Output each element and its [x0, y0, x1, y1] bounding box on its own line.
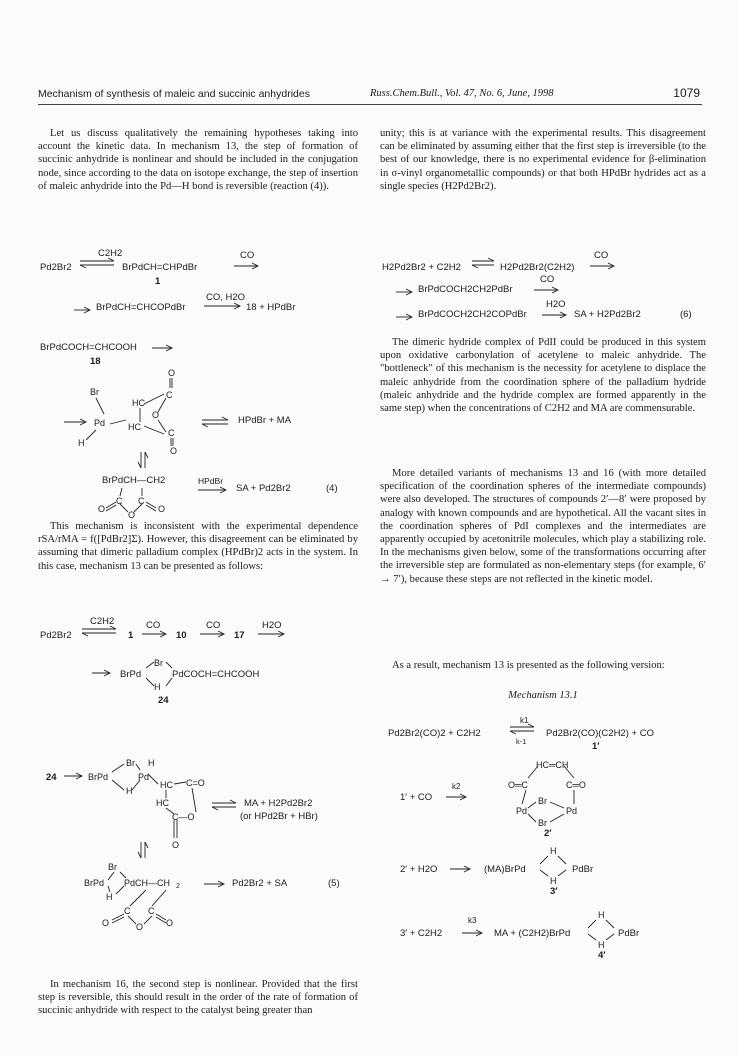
right-paragraph-3: More detailed variants of mechanisms 13 and 16 (with more detailed specification of the coordination spheres of the intermediate compounds) were also developed. The structures of compounds 2′—8′ were proposed by analogy with known compounds and are hypothetical. All the vacant sites in the coordination spheres of PdI complexes and the intermediates are apparently occupied by acetonitrile molecules, which play a stabilizing role. In the mechanisms given below, some of the transformations occurring after the irreversible step are formulated as non-elementary steps (for example, 6′ → 7′), because these steps are not reflected in the kinetic model.: [380, 468, 706, 585]
equilibrium-arrow: [80, 626, 120, 636]
scheme-reactant: Pd2Br2: [40, 262, 72, 273]
svg-text:Br: Br: [154, 658, 163, 668]
pd-dimer-maleoyl-structure: [498, 756, 618, 842]
scheme-intermediate: BrPdCOCH2CH2PdBr: [418, 284, 513, 295]
svg-text:Pd: Pd: [566, 806, 578, 816]
svg-text:HC: HC: [156, 798, 169, 808]
reaction-arrow: [588, 262, 618, 270]
svg-text:PdCH—CH: PdCH—CH: [124, 878, 171, 888]
svg-text:O: O: [152, 410, 160, 420]
arrow-label: C2H2: [90, 616, 115, 627]
succinyl-complex: BrPdCH—CH2: [102, 475, 166, 486]
rate-constant: k2: [452, 782, 461, 791]
arrow-label: HPdBr: [198, 476, 224, 486]
pd-dimer-maleic-structure: [62, 758, 262, 828]
left-paragraph-3: In mechanism 16, the second step is nonlinear. Provided that the first step is reversible, this should result in the order of the rate of formation of succinic anhydride with respect to the catalyst being greater than: [38, 979, 358, 1017]
reaction-arrow: [444, 793, 470, 801]
svg-text:Br: Br: [108, 862, 117, 872]
step3-right-fragment: PdBr: [572, 864, 594, 875]
equation-number: (5): [328, 878, 340, 889]
scheme-product: Pd2Br2 + SA: [232, 878, 288, 889]
arrow-label: H2O: [546, 299, 566, 310]
svg-text:O: O: [102, 918, 110, 928]
svg-text:Pd: Pd: [516, 806, 528, 816]
svg-text:H: H: [598, 940, 605, 950]
svg-text:O: O: [98, 504, 106, 514]
equilibrium-arrow: [210, 800, 240, 810]
svg-text:O: O: [128, 510, 136, 520]
step3-reactants: 2′ + H2O: [400, 864, 438, 875]
arrow-label: CO: [206, 620, 221, 631]
reaction-arrow: [532, 286, 562, 294]
rate-constant: k3: [468, 916, 477, 925]
svg-text:BrPd: BrPd: [84, 878, 105, 888]
compound-number: 3′: [550, 886, 558, 897]
arrow-label: CO: [146, 620, 161, 631]
scheme-product: 18 + HPdBr: [246, 302, 296, 313]
left-paragraph-1: Let us discuss qualitatively the remaining hypotheses taking into account the kinetic data. In mechanism 13, the step of formation of succinic anhydride is nonlinear and should be included in the conjugation node, since according to the data on isotope exchange, the step of insertion of maleic anhydride into the Pd—H bond is reversible (reaction (4)).: [38, 128, 358, 192]
pd-succinyl-dimer-structure: [80, 862, 240, 942]
scheme-product: SA + H2Pd2Br2: [574, 309, 641, 320]
compound-number: 2′: [544, 828, 552, 839]
compound-number: 1′: [592, 741, 600, 752]
reaction-arrow: [202, 880, 228, 888]
equilibrium-arrow: [138, 842, 148, 860]
svg-text:HC═CH: HC═CH: [536, 760, 569, 770]
scheme-intermediate: BrPdCOCH2CH2COPdBr: [418, 309, 527, 320]
svg-text:O: O: [136, 922, 144, 932]
reaction-arrow: [448, 865, 474, 873]
right-paragraph-1: unity; this is at variance with the experimental results. This disagreement can be eliminated by assuming either that the first step is irreversible (to the best of our knowledge, there is no experimental evidence for β-elimination in σ-vinyl organometallic compounds) or that both HPdBr hydrides act as a single species (H2Pd2Br2).: [380, 128, 706, 192]
scheme-product: H2Pd2Br2(C2H2): [500, 262, 575, 273]
reaction-arrow: [396, 313, 416, 321]
step4-right-fragment: PdBr: [618, 928, 640, 939]
svg-text:H: H: [106, 892, 113, 902]
compound-number: 10: [176, 630, 187, 641]
reaction-arrow: [140, 630, 170, 638]
equation-number: (6): [680, 309, 692, 320]
step3-left-fragment: (MA)BrPd: [484, 864, 526, 875]
right-paragraph-4: As a result, mechanism 13 is presented as the following version:: [392, 660, 665, 671]
svg-text:O: O: [170, 446, 178, 456]
reaction-arrow: [396, 288, 416, 296]
arrow-label: CO: [540, 274, 555, 285]
scheme-product: BrPdCH=CHPdBr: [122, 262, 198, 273]
reaction-arrow: [198, 630, 228, 638]
svg-text:C=O: C=O: [186, 778, 205, 788]
svg-text:Br: Br: [126, 758, 135, 768]
arrow-label: C2H2: [98, 248, 123, 259]
compound-number: 17: [234, 630, 245, 641]
reaction-arrow: [196, 486, 230, 494]
svg-text:O: O: [172, 840, 180, 850]
mechanism-title: Mechanism 13.1: [508, 690, 578, 701]
arrow-label: CO: [240, 250, 255, 261]
page-number: 1079: [673, 86, 700, 100]
reaction-arrow: [460, 929, 486, 937]
step4-products: MA + (C2H2)BrPd: [494, 928, 571, 939]
svg-text:C: C: [166, 390, 173, 400]
step4-reactants: 3′ + C2H2: [400, 928, 443, 939]
svg-text:H: H: [598, 910, 605, 920]
svg-text:C═O: C═O: [566, 780, 586, 790]
reaction-arrow: [232, 262, 262, 270]
step1-products: Pd2Br2(CO)(C2H2) + CO: [546, 728, 654, 739]
svg-text:O: O: [158, 504, 166, 514]
step1-reactants: Pd2Br2(CO)2 + C2H2: [388, 728, 481, 739]
compound-number: 4′: [598, 950, 606, 961]
svg-text:Br: Br: [90, 387, 99, 397]
scheme-compound: BrPdCOCH=CHCOOH: [40, 342, 137, 353]
scheme-product-alt: (or HPd2Br + HBr): [240, 811, 318, 822]
pd24-left: BrPd: [120, 669, 142, 680]
svg-text:2: 2: [176, 883, 180, 890]
svg-text:HC: HC: [132, 398, 145, 408]
pd-maleic-complex-structure: [60, 368, 270, 458]
arrow-label: CO, H2O: [206, 292, 246, 303]
compound-number: 1: [128, 630, 134, 641]
reaction-arrow: [540, 311, 570, 319]
hydride-bridge: [582, 910, 622, 950]
compound-number: 24: [158, 695, 169, 706]
svg-text:BrPd: BrPd: [88, 772, 109, 782]
compound-number: 24: [46, 772, 57, 783]
svg-text:H: H: [126, 786, 133, 796]
scheme-product: SA + Pd2Br2: [236, 483, 291, 494]
svg-text:H: H: [78, 438, 85, 448]
svg-text:Br: Br: [538, 818, 547, 828]
rate-constant: k1: [520, 716, 529, 725]
carbonyl-bond: [172, 820, 182, 850]
equilibrium-arrow: [508, 724, 538, 734]
reaction-arrow: [256, 630, 288, 638]
svg-text:H: H: [154, 682, 161, 692]
svg-text:O: O: [168, 368, 176, 378]
svg-text:C: C: [116, 496, 123, 506]
header-journal: Russ.Chem.Bull., Vol. 47, No. 6, June, 1998: [370, 88, 554, 99]
pd24-right: PdCOCH=CHCOOH: [172, 669, 260, 680]
svg-text:HC: HC: [160, 780, 173, 790]
equation-number: (4): [326, 483, 338, 494]
reaction-arrow: [202, 302, 244, 310]
equilibrium-arrow: [470, 258, 498, 268]
succinyl-ring-structure: [96, 486, 206, 522]
svg-text:C: C: [138, 496, 145, 506]
svg-text:C: C: [148, 906, 155, 916]
svg-text:C: C: [124, 906, 131, 916]
svg-text:H: H: [550, 876, 557, 886]
arrow-label: H2O: [262, 620, 282, 631]
svg-text:Br: Br: [538, 796, 547, 806]
header-title: Mechanism of synthesis of maleic and succinic anhydrides: [38, 88, 310, 100]
equilibrium-arrow: [78, 258, 118, 268]
svg-text:Pd: Pd: [138, 772, 150, 782]
reaction-arrow: [74, 306, 94, 314]
scheme-reactant: Pd2Br2: [40, 630, 72, 641]
right-paragraph-2: The dimeric hydride complex of PdII could be produced in this system upon oxidative carbonylation of acetylene to maleic anhydride. The "bottleneck" of this mechanism is the necessity for acetylene to displace the maleic anhydride from the coordination sphere of the palladium hydride (maleic anhydride and the hydride complex are formed apparently in the same step) when the concentrations of C2H2 and MA are commensurable.: [380, 337, 706, 415]
scheme-intermediate: BrPdCH=CHCOPdBr: [96, 302, 186, 313]
compound-number: 18: [90, 356, 101, 367]
svg-text:C: C: [168, 428, 175, 438]
arrow-label: CO: [594, 250, 609, 261]
svg-text:Pd: Pd: [94, 418, 106, 428]
svg-text:HC: HC: [128, 422, 141, 432]
svg-text:C—O: C—O: [172, 812, 195, 822]
left-paragraph-2: This mechanism is inconsistent with the experimental dependence rSA/rMA = f([PdBr2]Σ). However, this disagreement can be eliminated by assuming that dimeric palladium complex (HPdBr)2 acts in the system. In this case, mechanism 13 can be presented as follows:: [38, 521, 358, 572]
compound-number: 1: [155, 276, 161, 287]
svg-text:H: H: [148, 758, 155, 768]
step2-reactants: 1′ + CO: [400, 792, 433, 803]
scheme-reactant: H2Pd2Br2 + C2H2: [382, 262, 461, 273]
svg-text:O═C: O═C: [508, 780, 528, 790]
hydride-bridge: [534, 846, 574, 886]
running-header: [38, 88, 702, 105]
scheme-product: HPdBr + MA: [238, 415, 292, 426]
svg-text:H: H: [550, 846, 557, 856]
rate-constant: k-1: [516, 737, 527, 746]
equilibrium-arrow: [138, 452, 148, 470]
reaction-arrow: [150, 344, 176, 352]
svg-text:O: O: [166, 918, 174, 928]
scheme-product: MA + H2Pd2Br2: [244, 798, 313, 809]
